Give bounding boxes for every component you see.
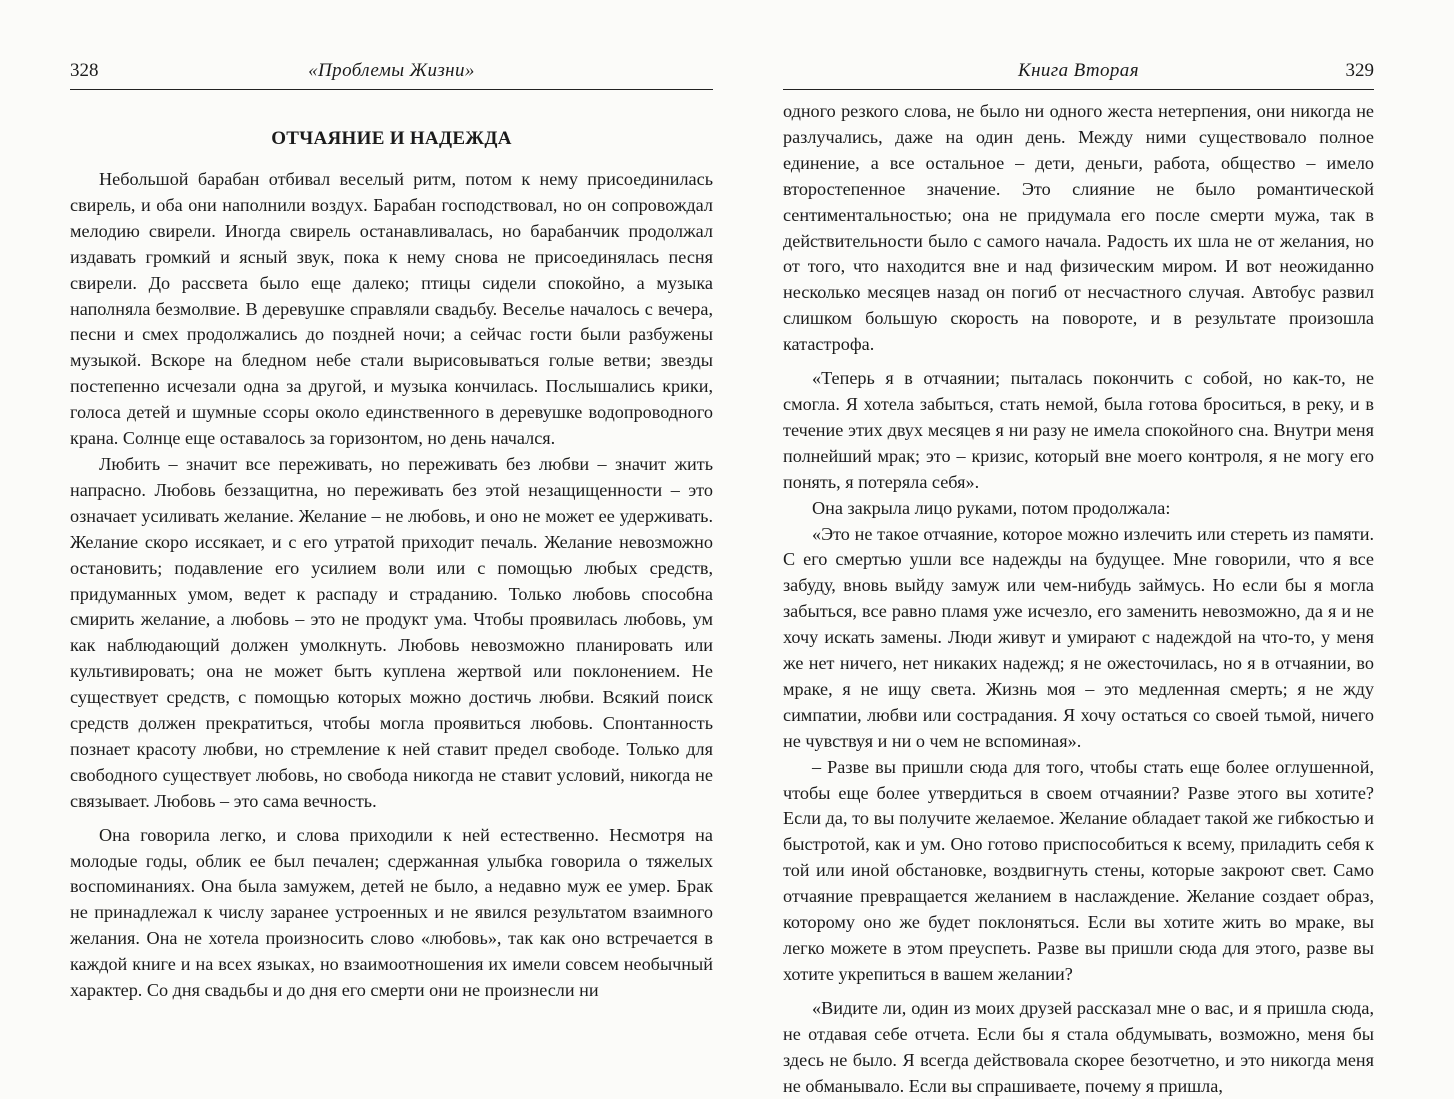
paragraph: – Разве вы пришли сюда для того, чтобы стать еще более оглушенной, чтобы еще более утвердиться в своем отчаянии? Разве этого вы хотите? Если да, то вы получите желаемое. Желание обладает такой же гибкостью и быстротой, как и ум. Оно готово приспособиться к всему, приладить себя к той или иной обстановке, воздвигнуть стены, которые закроют свет. Само отчаяние превращается желанием в наслаждение. Желание создает образ, которому оно же будет поклоняться. Если вы хотите жить во мраке, вы легко можете в этом преуспеть. Разве вы пришли сюда для этого, разве вы хотите укрепиться в вашем желании? <box>783 756 1374 984</box>
left-running-title: «Проблемы Жизни» <box>308 60 475 81</box>
left-header-rule <box>70 89 713 90</box>
chapter-title: ОТЧАЯНИЕ И НАДЕЖДА <box>271 128 512 149</box>
left-running-head <box>70 60 713 86</box>
paragraph: Небольшой барабан отбивал веселый ритм, потом к нему присоединилась свирель, и оба они наполнили воздух. Барабан господствовал, но он сопровождал мелодию свирели. Иногда свирель останавливалась, но барабанчик продолжал издавать громкий и ясный звук, пока к нему снова не присоединялась песня свирели. До рассвета было еще далеко; птицы сидели спокойно, а музыка наполняла безмолвие. В деревушке справляли свадьбу. Веселье началось с вечера, песни и смех продолжались до поздней ночи; а сейчас гости были разбужены музыкой. Вскоре на бледном небе стали вырисовываться голые ветви; звезды постепенно исчезали одна за другой, и музыка кончилась. Послышались крики, голоса детей и шумные ссоры около единственного в деревушке водопроводного крана. Солнце еще оставалось за горизонтом, но день начался. <box>70 169 713 449</box>
left-body-text <box>70 167 713 1004</box>
paragraph: Она закрыла лицо руками, потом продолжала: <box>812 497 1171 518</box>
paragraph: «Это не такое отчаяние, которое можно излечить или стереть из памяти. С его смертью ушли все надежды на будущее. Мне говорили, что я все забуду, вновь выйду замуж или чем-нибудь займусь. Но если бы я могла забыться, все равно пламя уже исчезло, его заменить невозможно, да я и не хочу искать замены. Люди живут и умирают с надеждой на что-то, у меня же нет ничего, нет никаких надежд; я не ожесточилась, но я в отчаянии, во мраке, я не ищу света. Жизнь моя – это медленная смерть; я не жду симпатии, любви или сострадания. Я хочу остаться со своей тьмой, ничего не чувствуя и ни о чем не вспоминая». <box>783 523 1374 751</box>
right-page <box>783 0 1374 1096</box>
right-page-number: 329 <box>1345 60 1374 81</box>
left-page-number: 328 <box>70 60 99 81</box>
right-running-head <box>783 60 1374 86</box>
right-running-title: Книга Вторая <box>1018 60 1139 81</box>
left-page <box>70 0 713 1045</box>
paragraph: Любить – значит все переживать, но переживать без любви – значит жить напрасно. Любовь беззащитна, но переживать без этой незащищенности – это означает усиливать желание. Желание – не любовь, и оно не может ее удерживать. Желание скоро иссякает, и с его утратой приходит печаль. Желание невозможно остановить; подавление его усилием воли или с помощью любых средств, придуманных умом, ведет к распаду и страданию. Только любовь способна смирить желание, а любовь – это не продукт ума. Чтобы проявилась любовь, ум как наблюдающий должен умолкнуть. Любовь невозможно планировать или культивировать; она не может быть куплена жертвой или поклонением. Не существует средств, с помощью которых можно достичь любви. Всякий поиск средств должен прекратиться, чтобы могла проявиться любовь. Спонтанность познает красоту любви, но стремление к ней ставит предел свободе. Только для свободного существует любовь, но свобода никогда не ставит условий, никогда не связывает. Любовь – это сама вечность. <box>70 453 713 811</box>
paragraph: «Теперь я в отчаянии; пыталась покончить с собой, но как-то, не смогла. Я хотела забыться, стать немой, была готова броситься, в реку, и в течение этих двух месяцев я ни разу не имела спокойного сна. Внутри меня полнейший мрак; это – кризис, который вне моего контроля, я не могу его понять, я потеряла себя». <box>783 368 1374 492</box>
right-body-text <box>783 99 1374 1099</box>
paragraph: одного резкого слова, не было ни одного жеста нетерпения, они никогда не разлучались, даже на один день. Между ними существовало полное единение, а все остальное – дети, деньги, работа, общество – имело второстепенное значение. Это слияние не было романтической сентиментальностью; она не придумала его после смерти мужа, так в действительности было с самого начала. Радость их шла не от желания, но от того, что находится вне и над физическим миром. И вот неожиданно несколько месяцев назад он погиб от несчастного случая. Автобус развил слишком большую скорость на повороте, и в результате произошла катастрофа. <box>783 101 1374 355</box>
paragraph: «Видите ли, один из моих друзей рассказал мне о вас, и я пришла сюда, не отдавая себе отчета. Если бы я стала обдумывать, возможно, меня бы здесь не было. Я всегда действовала скорее безотчетно, и это никогда меня не обманывало. Если вы спрашиваете, почему я пришла, <box>783 997 1374 1096</box>
paragraph: Она говорила легко, и слова приходили к ней естественно. Несмотря на молодые годы, облик ее был печален; сдержанная улыбка говорила о тяжелых воспоминаниях. Она была замужем, детей не было, а недавно муж ее умер. Брак не принадлежал к числу заранее устроенных и не явился результатом взаимного желания. Она не хотела произносить слово «любовь», так как оно встречается в каждой книге и на всех языках, но взаимоотношения их имели совсем необычный характер. Со дня свадьбы и до дня его смерти они не произнесли ни <box>70 824 713 1001</box>
right-header-rule <box>783 89 1374 90</box>
